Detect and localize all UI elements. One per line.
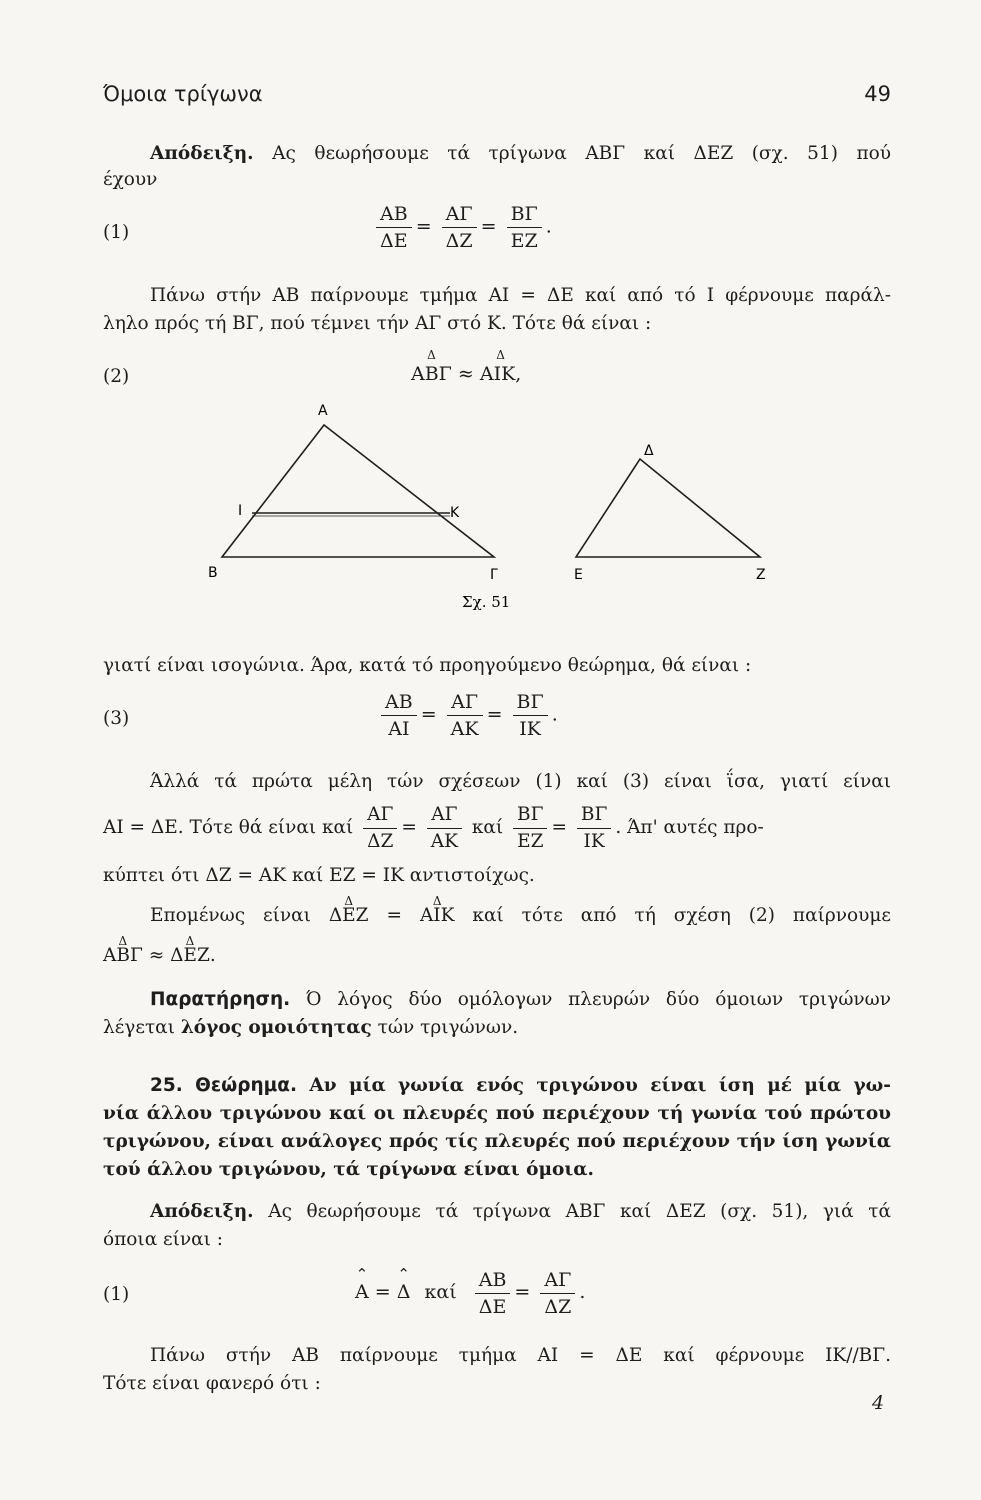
eq2-left-triangle: Δ ΑΒΓ xyxy=(411,348,452,385)
para5-line2: Τότε είναι φανερό ότι : xyxy=(103,1373,321,1394)
figure-caption: Σχ. 51 xyxy=(462,593,511,611)
running-header xyxy=(103,82,891,106)
eq3-frac1: $\frac{AB}{AI}$ xyxy=(381,690,417,741)
eq1-frac3: $\frac{B\Gamma}{EZ}$ xyxy=(507,202,542,253)
para2-line1: γιατί είναι ισογώνια. Άρα, κατά τό προηγούμενο θεώρημα, θά είναι : xyxy=(103,655,752,676)
para3-line3: κύπτει ότι ΔΖ = ΑΚ καί ΕΖ = ΙΚ αντιστοίχως. xyxy=(103,865,535,886)
theorem-label: 25. Θεώρημα. xyxy=(150,1075,298,1096)
eq3: $\frac{AB}{AI}$ = $\frac{A\Gamma}{AK}$ = $\frac{B\Gamma}{IK}$ . xyxy=(377,690,558,741)
eq4-frac2: $\frac{A\Gamma}{\Delta Z}$ xyxy=(540,1268,575,1319)
signature-mark: 4 xyxy=(872,1392,885,1414)
para3-frac3: $\frac{B\Gamma}{EZ}$ xyxy=(513,803,547,854)
proof1-label: Απόδειξη. xyxy=(150,143,254,164)
triangle-abg xyxy=(222,425,494,557)
para4-triangle-abg: Δ ΑΒΓ xyxy=(103,934,143,966)
proof1-line2: έχουν xyxy=(103,169,158,190)
proof2-line1: Απόδειξη. Ας θεωρήσουμε τά τρίγωνα ΑΒΓ καί ΔΕΖ (σχ. 51), γιά τά xyxy=(150,1201,891,1222)
eq2-right-triangle: Δ ΑΙΚ, xyxy=(479,348,522,385)
para1-line1: Πάνω στήν ΑΒ παίρνουμε τμήμα ΑΙ = ΔΕ καί από τό Ι φέρνουμε παράλ- xyxy=(150,285,891,306)
eq1: $\frac{AB}{\Delta E}$ = $\frac{A\Gamma}{\Delta Z}$ = $\frac{B\Gamma}{EZ}$ . xyxy=(372,202,552,253)
eq3-number: (3) xyxy=(103,708,130,729)
theorem-line4: τού άλλου τριγώνου, τά τρίγωνα είναι όμοια. xyxy=(103,1159,594,1180)
eq1-number: (1) xyxy=(103,222,130,243)
para4-line2: Δ ΑΒΓ ≈ Δ ΔΕΖ. xyxy=(103,942,891,970)
angle-a: ⌃ Α xyxy=(355,1265,369,1303)
label-I: Ι xyxy=(238,503,243,519)
eq1-frac1: $\frac{AB}{\Delta E}$ xyxy=(376,202,412,253)
theorem-line1: 25. Θεώρημα. Αν μία γωνία ενός τριγώνου είναι ίση μέ μία γω- xyxy=(150,1075,891,1096)
angle-d: ⌃ Δ xyxy=(396,1265,411,1303)
para4-line1: Επομένως είναι Δ ΔΕΖ = Δ ΑΙΚ καί τότε από τή σχέση (2) παίρνουμε xyxy=(150,902,891,930)
para5-line1: Πάνω στήν ΑΒ παίρνουμε τμήμα ΑΙ = ΔΕ καί φέρνουμε ΙΚ//ΒΓ. xyxy=(150,1345,891,1366)
para3-line2: ΑΙ = ΔΕ. Τότε θά είναι καί $\frac{A\Gamma}{\Delta Z}$ = $\frac{A\Gamma}{AK}$ καί $\frac{B\Gamma}{EZ}$ = $\frac{B\Gamma}{IK}$ . Άπ' αυτές προ- xyxy=(103,803,764,852)
para3-frac4: $\frac{B\Gamma}{IK}$ xyxy=(577,803,611,854)
label-A: Α xyxy=(318,403,328,419)
eq1-frac2: $\frac{A\Gamma}{\Delta Z}$ xyxy=(442,202,477,253)
eq4: ⌃ Α = ⌃ Δ καί $\frac{AB}{\Delta E}$ = $\frac{A\Gamma}{\Delta Z}$ . xyxy=(355,1264,585,1320)
label-Z: Ζ xyxy=(756,567,766,583)
eq2-number: (2) xyxy=(103,366,130,387)
para4-triangle-dez: Δ ΔΕΖ xyxy=(328,894,369,926)
eq4-frac1: $\frac{AB}{\Delta E}$ xyxy=(475,1268,511,1319)
proof2-label: Απόδειξη. xyxy=(150,1201,254,1222)
proof1-line1 xyxy=(150,140,891,168)
label-K: Κ xyxy=(450,505,460,521)
para3-frac1: $\frac{A\Gamma}{\Delta Z}$ xyxy=(363,803,397,854)
theorem-line3: τριγώνου, είναι ανάλογες πρός τίς πλευρές πού περιέχουν τήν ίση γωνία xyxy=(103,1131,891,1152)
para4-triangle-dez2: Δ ΔΕΖ xyxy=(170,934,210,966)
eq4-number: (1) xyxy=(103,1284,130,1305)
para3-line1: Άλλά τά πρώτα μέλη τών σχέσεων (1) καί (3) είναι ΐσα, γιατί είναι xyxy=(150,771,891,792)
label-G: Γ xyxy=(490,567,498,583)
page-number: 49 xyxy=(864,82,891,106)
para3-frac2: $\frac{A\Gamma}{AK}$ xyxy=(427,803,462,854)
eq3-frac2: $\frac{A\Gamma}{AK}$ xyxy=(447,690,483,741)
proof2-line2: όποια είναι : xyxy=(103,1229,224,1250)
label-B: Β xyxy=(208,565,218,581)
figure-51 xyxy=(200,395,800,625)
eq2-similar: ≈ xyxy=(457,363,474,385)
eq3-frac3: $\frac{B\Gamma}{IK}$ xyxy=(513,690,548,741)
para4-triangle-aik: Δ ΑΙΚ xyxy=(419,894,455,926)
header-title: Όμοια τρίγωνα xyxy=(103,82,263,106)
triangle-dez xyxy=(576,459,760,557)
label-E: Ε xyxy=(574,567,583,583)
para1-line2: ληλο πρός τή ΒΓ, πού τέμνει τήν ΑΓ στό Κ. Τότε θά είναι : xyxy=(103,313,652,334)
theorem-line2: νία άλλου τριγώνου καί οι πλευρές πού περιέχουν τή γωνία τού πρώτου xyxy=(103,1103,891,1124)
remark-line2: λέγεται λόγος ομοιότητας τών τριγώνων. xyxy=(103,1017,519,1038)
remark-label: Παρατήρηση. xyxy=(150,989,291,1010)
eq2 xyxy=(411,348,522,385)
proof1-line1-text: Ας θεωρήσουμε τά τρίγωνα ΑΒΓ καί ΔΕΖ (σχ. 51) πού xyxy=(272,143,891,164)
label-D: Δ xyxy=(644,443,654,459)
remark-line1: Παρατήρηση. Ό λόγος δύο ομόλογων πλευρών δύο όμοιων τριγώνων xyxy=(150,989,891,1010)
